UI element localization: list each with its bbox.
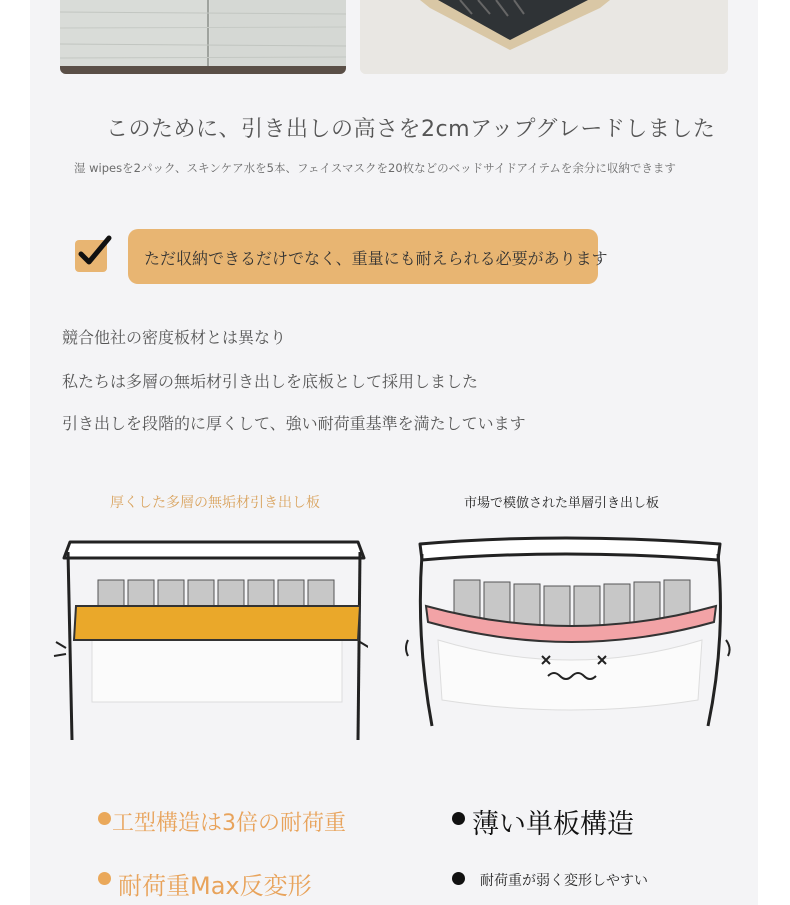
thick-board-caption: 厚くした多層の無垢材引き出し板	[110, 495, 320, 511]
feature-right: 薄い単板構造	[472, 809, 634, 840]
feature-left: 耐荷重Max反変形	[118, 872, 312, 900]
paragraph-line: 引き出しを段階的に厚くして、強い耐荷重基準を満たしています	[62, 414, 526, 433]
feature-left: 工型構造は3倍の耐荷重	[112, 811, 346, 836]
product-detail-panel	[30, 0, 758, 905]
bullet-dot-icon	[452, 812, 465, 825]
bullet-dot-icon	[98, 872, 111, 885]
headline: このために、引き出しの高さを2cmアップグレードしました	[106, 117, 716, 142]
thick-board-diagram	[48, 530, 368, 750]
bullet-dot-icon	[452, 872, 465, 885]
paragraph-line: 競合他社の密度板材とは異なり	[62, 328, 287, 347]
bullet-dot-icon	[98, 812, 111, 825]
wood-texture-photo	[60, 0, 346, 74]
thin-board-diagram	[402, 530, 738, 750]
thin-board-caption: 市場で模倣された単層引き出し板	[464, 496, 660, 511]
banner-text: ただ収納できるだけでなく、重量にも耐えられる必要があります	[144, 249, 608, 268]
drawer-interior-photo	[360, 0, 728, 74]
feature-right: 耐荷重が弱く変形しやすい	[480, 873, 648, 889]
checkmark-icon	[75, 240, 107, 272]
paragraph-line: 私たちは多層の無垢材引き出しを底板として採用しました	[62, 372, 479, 391]
subline: 湿 wipesを2パック、スキンケア水を5本、フェイスマスクを20枚などのベッドサイドアイテムを余分に収納できます	[74, 161, 676, 175]
